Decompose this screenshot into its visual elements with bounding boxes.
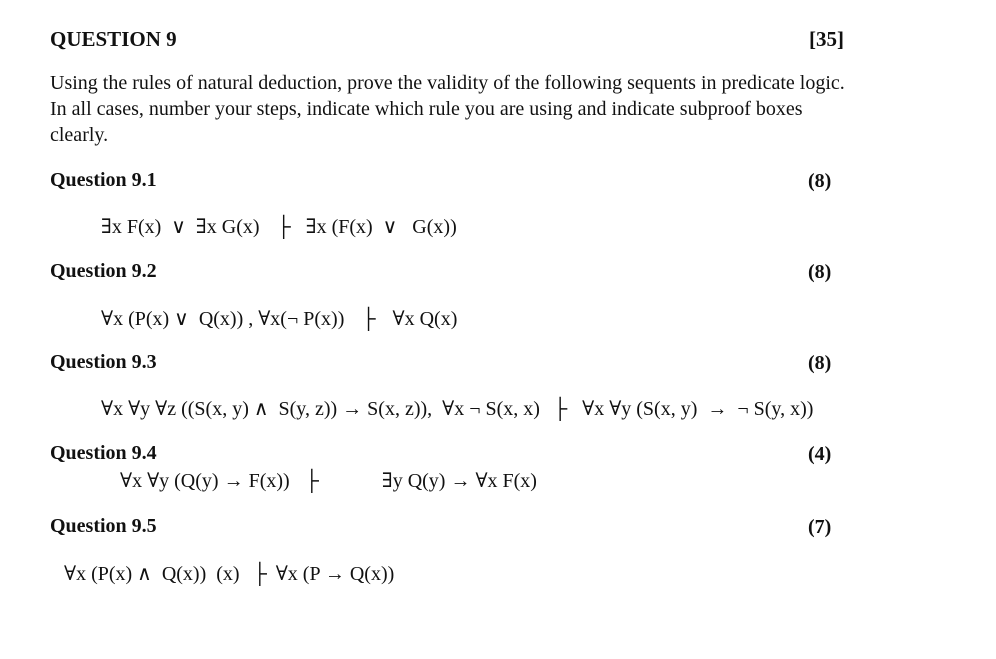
question-9-2-premises: ∀x (P(x) ∨ Q(x)) , ∀x(¬ P(x))	[101, 308, 345, 330]
question-9-4-heading: Question 9.4	[50, 442, 157, 464]
question-9-4-sequent	[120, 468, 537, 493]
question-9-4-marks: (4)	[808, 443, 832, 465]
instructions-line-1: Using the rules of natural deduction, prove the validity of the following sequents in predicate logic.	[50, 72, 845, 94]
question-9-5-sequent	[64, 561, 394, 586]
question-9-2-turnstile: ├	[361, 308, 376, 330]
instructions-paragraph	[50, 70, 955, 148]
question-9-2-marks: (8)	[808, 261, 832, 283]
question-9-1-turnstile: ├	[276, 216, 291, 238]
question-9-3-conclusion: ∀x ∀y (S(x, y) → ¬ S(y, x))	[582, 398, 814, 420]
question-9-3-heading: Question 9.3	[50, 351, 157, 373]
question-9-2-sequent	[101, 306, 457, 331]
question-9-3-turnstile: ├	[552, 398, 568, 420]
question-9-3-premises: ∀x ∀y ∀z ((S(x, y) ∧ S(y, z)) → S(x, z)), ∀x ¬ S(x, x)	[101, 398, 540, 420]
question-9-5-premises: ∀x (P(x) ∧ Q(x)) (x)	[64, 563, 240, 585]
question-title: QUESTION 9	[50, 27, 177, 51]
question-9-2-conclusion: ∀x Q(x)	[392, 308, 458, 330]
question-9-1-marks: (8)	[808, 170, 832, 192]
question-9-5-marks: (7)	[808, 516, 832, 538]
question-9-3-marks: (8)	[808, 352, 832, 374]
question-9-1-conclusion: ∃x (F(x) ∨ G(x))	[305, 216, 457, 238]
instructions-line-3: clearly.	[50, 124, 109, 146]
question-9-1-premises: ∃x F(x) ∨ ∃x G(x)	[101, 216, 260, 238]
question-9-4-conclusion: ∃y Q(y) → ∀x F(x)	[381, 470, 537, 492]
question-9-2-heading: Question 9.2	[50, 260, 157, 282]
question-9-3-sequent	[101, 396, 813, 421]
instructions-line-2: In all cases, number your steps, indicate which rule you are using and indicate subproof boxes	[50, 98, 803, 120]
question-9-1-sequent	[101, 214, 457, 239]
question-9-5-conclusion: ∀x (P → Q(x))	[275, 563, 395, 585]
total-marks: [35]	[809, 27, 844, 51]
question-9-1-heading: Question 9.1	[50, 169, 157, 191]
question-9-4-turnstile: ├	[304, 470, 319, 492]
question-9-5-turnstile: ├	[252, 563, 267, 585]
question-9-4-premises: ∀x ∀y (Q(y) → F(x))	[120, 470, 290, 492]
question-9-5-heading: Question 9.5	[50, 515, 157, 537]
